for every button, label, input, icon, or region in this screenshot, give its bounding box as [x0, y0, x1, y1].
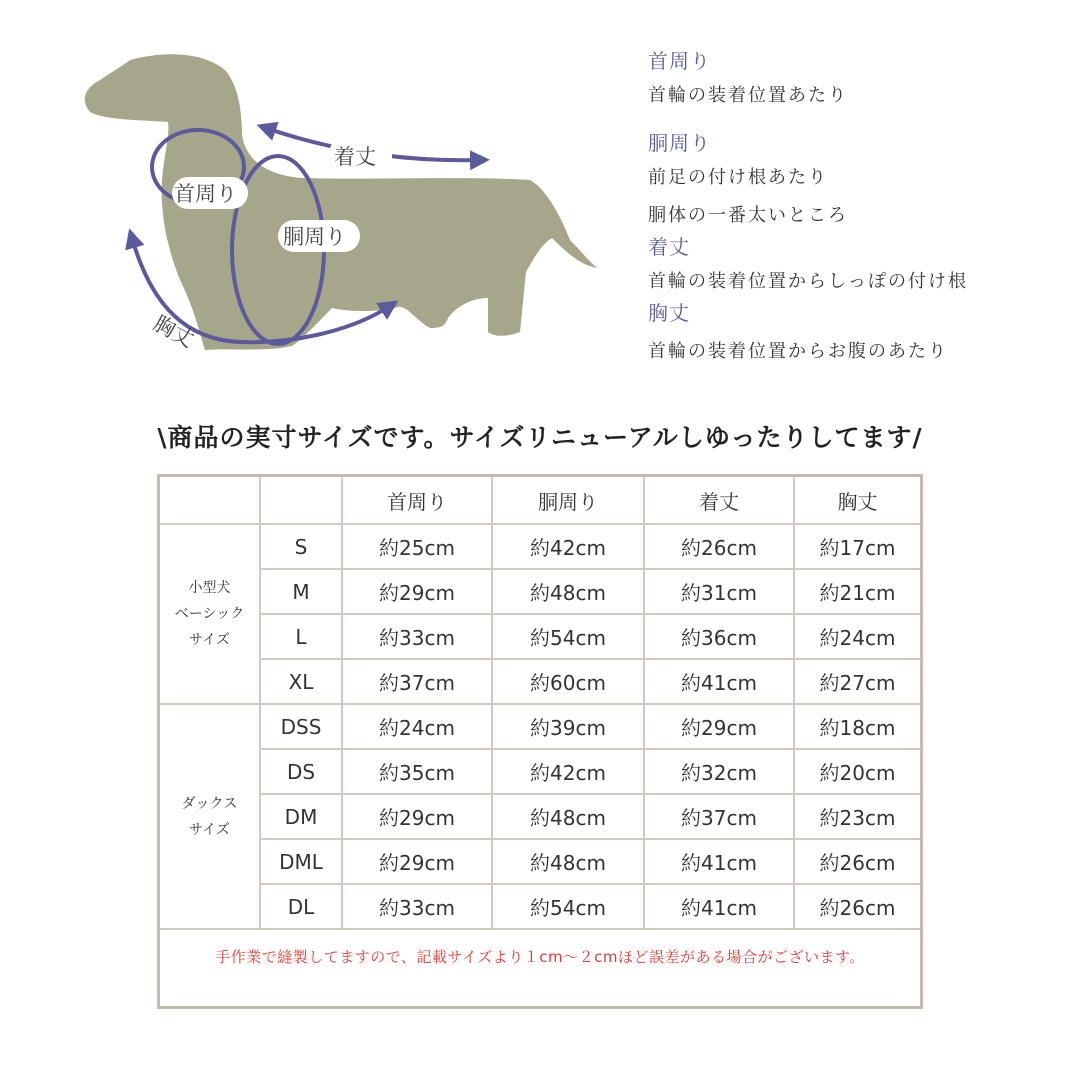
measurement-cell: 約29cm: [342, 569, 492, 614]
table-row: [160, 884, 920, 929]
table-row: [160, 749, 920, 794]
measurement-cell: 約23cm: [794, 794, 920, 839]
measurement-cell: 約17cm: [794, 524, 920, 569]
neck-label: 首周り: [174, 182, 237, 206]
table-row: [160, 704, 920, 749]
measurement-cell: 約21cm: [794, 569, 920, 614]
size-name-cell: DM: [260, 794, 342, 839]
size-table: [160, 477, 920, 982]
measurement-cell: 約26cm: [644, 524, 794, 569]
size-name-cell: L: [260, 614, 342, 659]
measurement-cell: 約60cm: [492, 659, 644, 704]
legend-item-length: [648, 234, 1068, 294]
legend-desc: 首輪の装着位置からお腹のあたり: [648, 341, 948, 362]
legend-desc: 前足の付け根あたり: [648, 167, 828, 188]
size-group-label: [160, 704, 260, 929]
table-row: [160, 524, 920, 569]
size-table-frame: [157, 474, 923, 1009]
measurement-cell: 約48cm: [492, 569, 644, 614]
column-header: [160, 477, 260, 524]
size-group-label-line: サイズ: [189, 821, 230, 838]
measurement-cell: 約26cm: [794, 839, 920, 884]
measurement-cell: 約24cm: [342, 704, 492, 749]
measurement-cell: 約29cm: [644, 704, 794, 749]
legend-item-neck: [648, 48, 1068, 108]
measurement-cell: 約27cm: [794, 659, 920, 704]
measurement-cell: 約24cm: [794, 614, 920, 659]
legend-title: 胴周り: [648, 131, 711, 155]
measurement-cell: 約33cm: [342, 884, 492, 929]
measurement-cell: 約39cm: [492, 704, 644, 749]
legend-title: 着丈: [648, 235, 690, 259]
size-name-cell: M: [260, 569, 342, 614]
chest-label: 胸丈: [149, 311, 199, 353]
legend-desc: 首輪の装着位置あたり: [648, 85, 848, 106]
measurement-cell: 約41cm: [644, 839, 794, 884]
size-group-label-line: ダックス: [181, 795, 238, 812]
measurement-cell: 約54cm: [492, 884, 644, 929]
measurement-cell: 約42cm: [492, 749, 644, 794]
measurement-cell: 約33cm: [342, 614, 492, 659]
column-header: 首周り: [342, 477, 492, 524]
measurement-cell: 約36cm: [644, 614, 794, 659]
size-name-cell: S: [260, 524, 342, 569]
size-group-label-line: サイズ: [189, 632, 230, 648]
measurement-cell: 約18cm: [794, 704, 920, 749]
column-header: 胴周り: [492, 477, 644, 524]
measurement-cell: 約20cm: [794, 749, 920, 794]
measurement-cell: 約25cm: [342, 524, 492, 569]
size-name-cell: DL: [260, 884, 342, 929]
table-row: [160, 614, 920, 659]
measurement-cell: 約37cm: [644, 794, 794, 839]
dog-measurement-diagram: [70, 40, 630, 370]
measurement-cell: 約42cm: [492, 524, 644, 569]
size-name-cell: DS: [260, 749, 342, 794]
measurement-cell: 約35cm: [342, 749, 492, 794]
measurement-cell: 約31cm: [644, 569, 794, 614]
legend-item-body: [648, 130, 1068, 228]
measurement-legend: [648, 48, 1068, 364]
legend-title: 首周り: [648, 49, 711, 73]
size-name-cell: XL: [260, 659, 342, 704]
tolerance-note: 手作業で縫製してますので、記載サイズより１cm〜２cmほど誤差がある場合がございます。: [160, 929, 920, 982]
length-label: 着丈: [334, 145, 376, 169]
body-label: 胴周り: [283, 225, 346, 249]
size-name-cell: DML: [260, 839, 342, 884]
legend-desc: 首輪の装着位置からしっぽの付け根: [648, 271, 968, 292]
measurement-cell: 約41cm: [644, 659, 794, 704]
table-row: [160, 839, 920, 884]
size-group-label: [160, 524, 260, 704]
size-name-cell: DSS: [260, 704, 342, 749]
measurement-cell: 約48cm: [492, 839, 644, 884]
note-row: [160, 929, 920, 982]
measurement-cell: 約37cm: [342, 659, 492, 704]
measurement-cell: 約41cm: [644, 884, 794, 929]
column-header: 胸丈: [794, 477, 920, 524]
legend-title: 胸丈: [648, 301, 690, 325]
column-header: [260, 477, 342, 524]
table-row: [160, 659, 920, 704]
table-row: [160, 569, 920, 614]
legend-desc: 胴体の一番太いところ: [648, 205, 848, 226]
legend-item-chest: [648, 300, 1068, 364]
measurement-cell: 約26cm: [794, 884, 920, 929]
size-group-label-line: 小型犬: [188, 580, 231, 596]
column-header: 着丈: [644, 477, 794, 524]
table-header-row: [160, 477, 920, 524]
table-row: [160, 794, 920, 839]
headline: \商品の実寸サイズです。サイズリニューアルしゆったりしてます/: [157, 423, 923, 452]
measurement-cell: 約48cm: [492, 794, 644, 839]
measurement-cell: 約32cm: [644, 749, 794, 794]
measurement-cell: 約54cm: [492, 614, 644, 659]
dog-silhouette: [85, 54, 598, 353]
measurement-cell: 約29cm: [342, 794, 492, 839]
size-group-label-line: ベーシック: [174, 606, 245, 622]
measurement-cell: 約29cm: [342, 839, 492, 884]
